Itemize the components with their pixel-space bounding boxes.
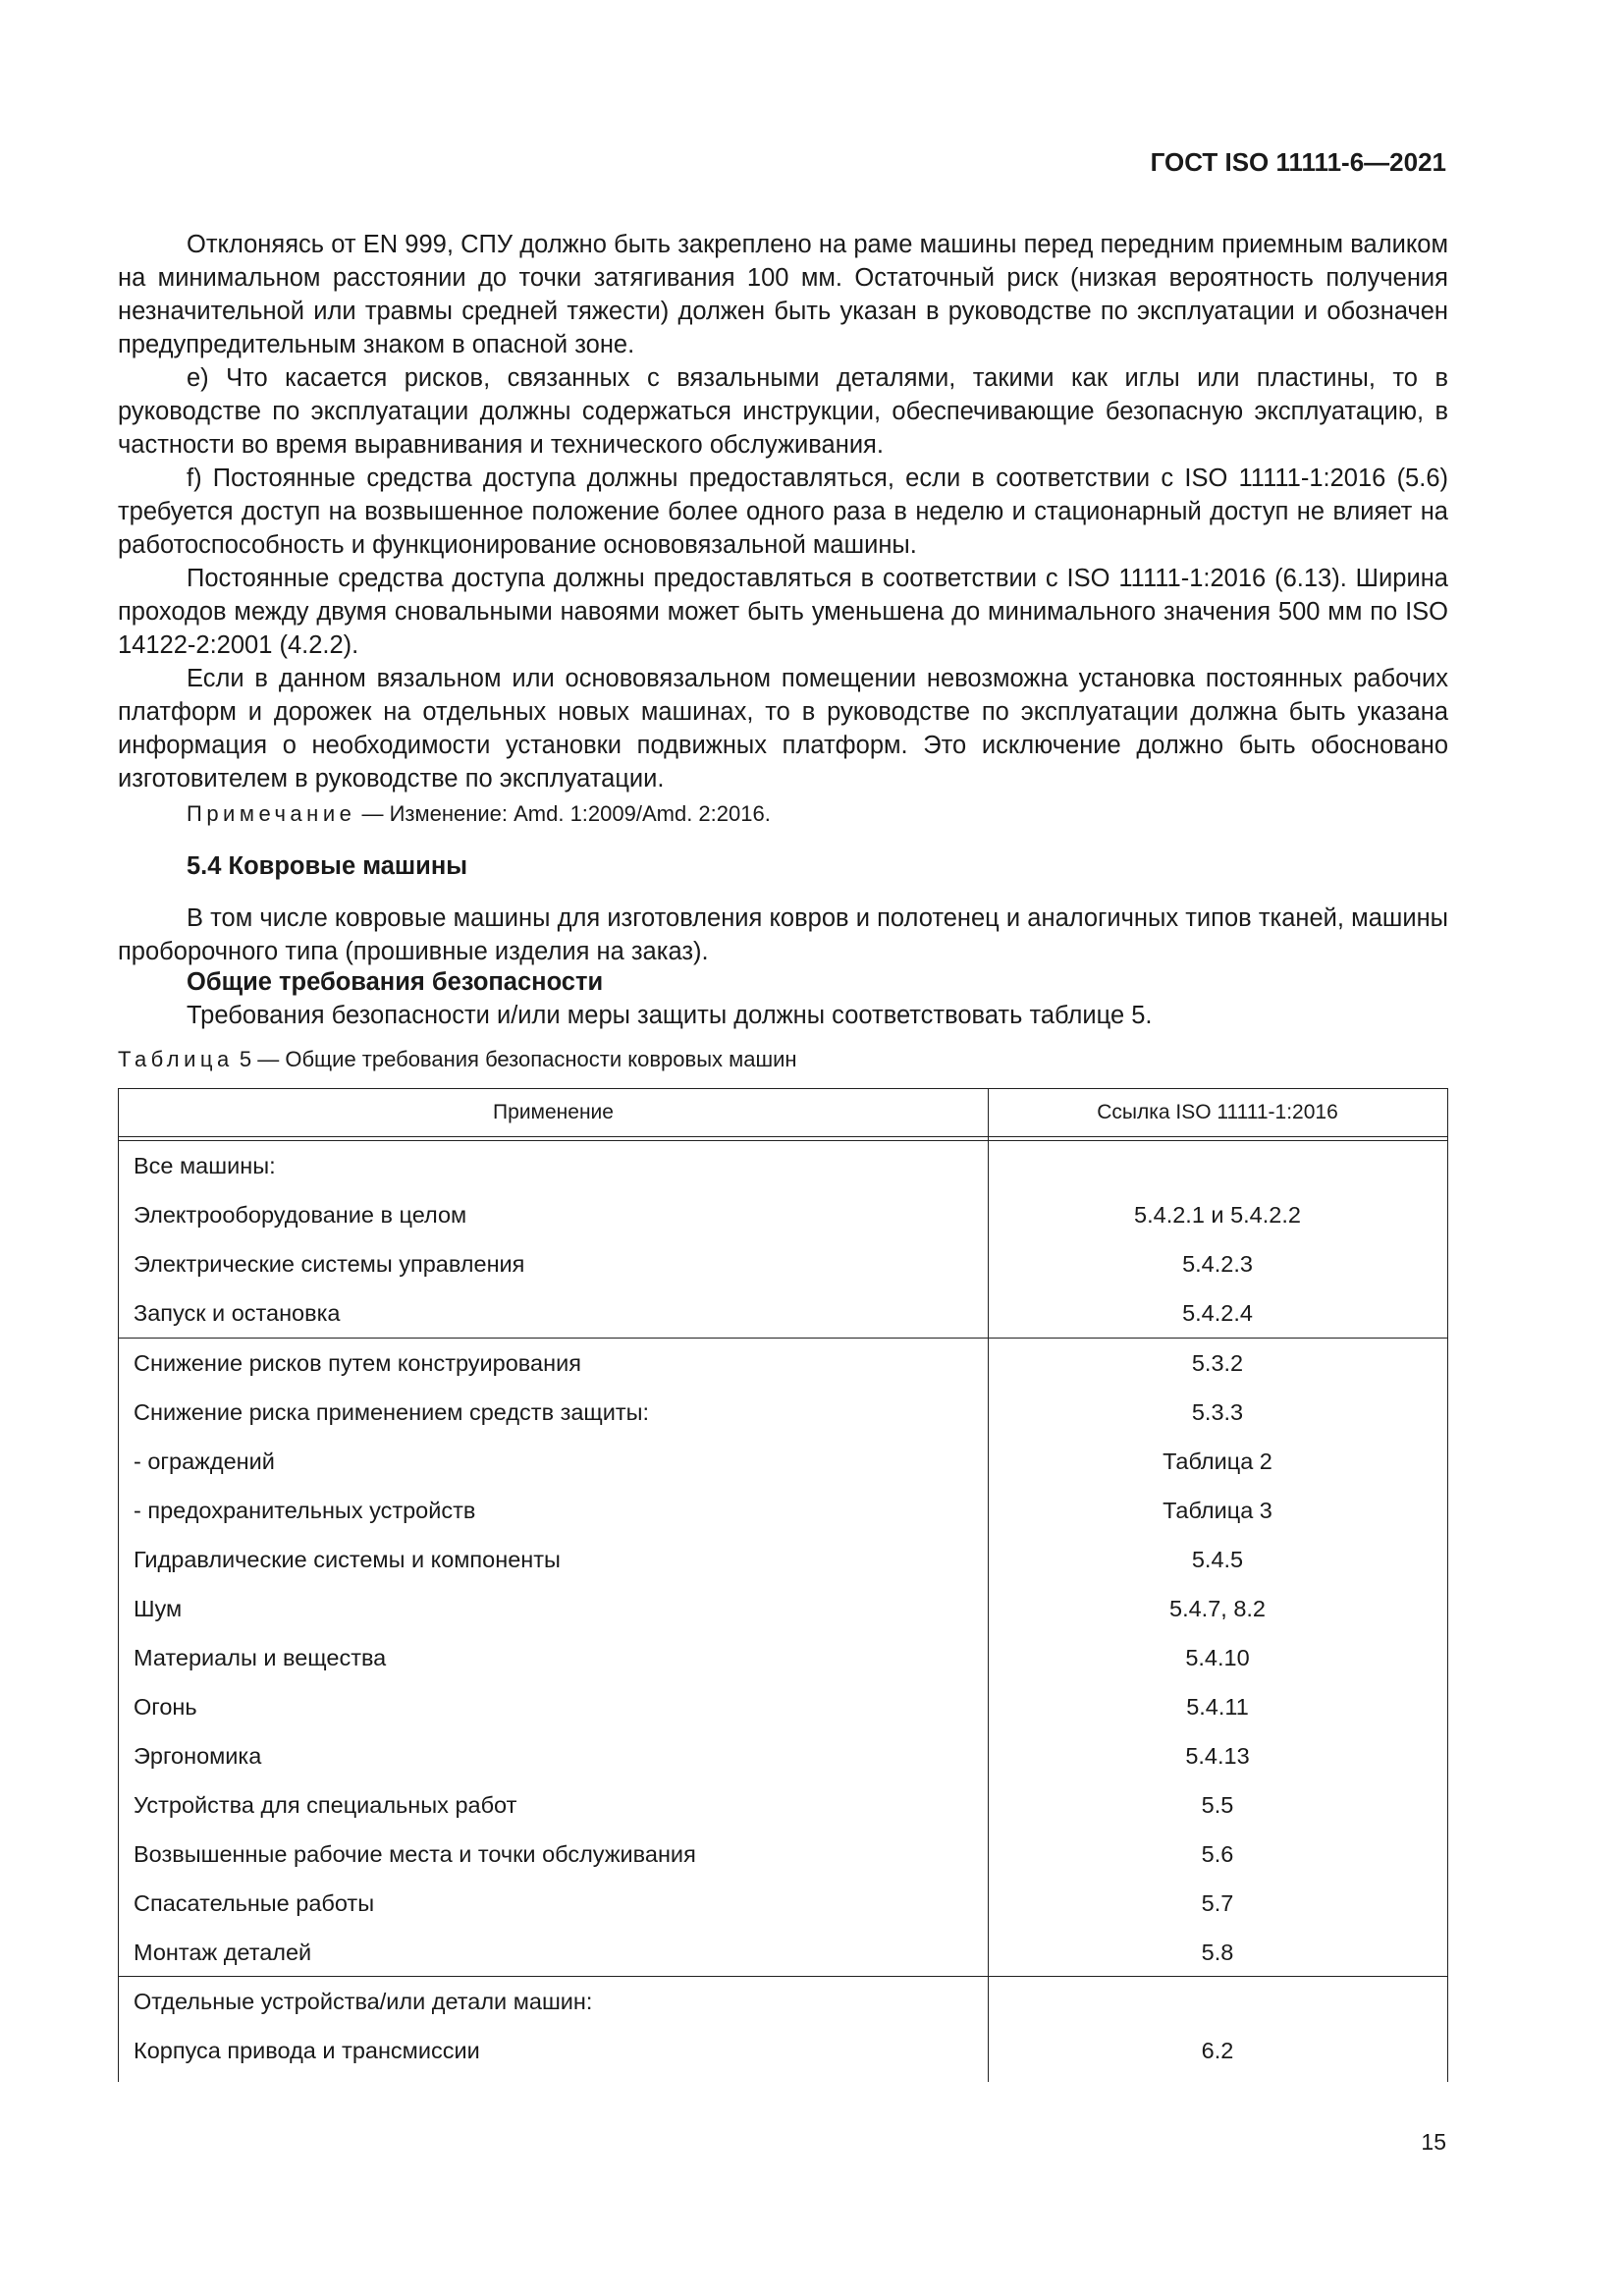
table-row: Гидравлические системы и компоненты 5.4.5 <box>134 1547 1244 1572</box>
note-text: — Изменение: Amd. 1:2009/Amd. 2:2016. <box>355 801 771 826</box>
note-label: Примечание <box>187 801 356 826</box>
section-text <box>118 902 1448 968</box>
table-row: Отдельные устройства/или детали машин: <box>134 1989 593 2014</box>
paragraph: Отклоняясь от EN 999, СПУ должно быть закреплено на раме машины перед передним приемным валиком на минимальном расстоянии до точки затягивания 100 мм. Остаточный риск (низкая вероятность получения незначительной или травмы средней тяжести) должен быть указан в руководстве по эксплуатации и обозначен предупредительным знаком в опасной зоне. <box>118 231 1448 358</box>
header-application: Применение <box>493 1101 614 1123</box>
requirement-text: Требования безопасности и/или меры защиты должны соответствовать таблице 5. <box>187 1002 1153 1029</box>
table-row: Электрические системы управления 5.4.2.3 <box>134 1251 1253 1277</box>
table-row: Шум 5.4.7, 8.2 <box>134 1596 1266 1621</box>
paragraph: Если в данном вязальном или основовязальном помещении невозможна установка постоянных рабочих платформ и дорожек на отдельных новых машинах, то в руководстве по эксплуатации должна быть указана информация о необходимости установки подвижных платформ. Это исключение должно быть обосновано изготовителем в руководстве по эксплуатации. <box>118 665 1448 793</box>
body-text <box>118 228 1448 795</box>
paragraph: f) Постоянные средства доступа должны предоставляться, если в соответствии с ISO 11111-1:2016 (5.6) требуется доступ на возвышенное положение более одного раза в неделю и стационарный доступ не влияет на работоспособность и функционирование основовязальной машины. <box>118 465 1448 559</box>
subheading: Общие требования безопасности <box>187 968 604 996</box>
page-number: 15 <box>1421 2129 1446 2155</box>
table-row: Все машины: <box>134 1153 276 1178</box>
table-row: Запуск и остановка 5.4.2.4 <box>134 1300 1253 1326</box>
section-heading: 5.4 Ковровые машины <box>187 852 468 880</box>
table-header <box>119 1089 1447 1136</box>
header-reference: Ссылка ISO 11111-1:2016 <box>1097 1101 1338 1123</box>
requirements-table <box>118 1088 1448 2082</box>
note <box>187 801 771 827</box>
table-row: - предохранительных устройств Таблица 3 <box>134 1498 1272 1523</box>
section-paragraph: В том числе ковровые машины для изготовления ковров и полотенец и аналогичных типов тканей, машины проборочного типа (прошивные изделия на заказ). <box>118 904 1448 965</box>
table-row: Возвышенные рабочие места и точки обслуживания 5.6 <box>134 1841 1234 1867</box>
table-row: Огонь 5.4.11 <box>134 1694 1249 1720</box>
table-caption <box>118 1047 797 1072</box>
table-row: - ограждений Таблица 2 <box>134 1449 1272 1474</box>
table-group-devices <box>119 1976 1447 2075</box>
table-row: Эргономика 5.4.13 <box>134 1743 1250 1769</box>
table-row: Снижение риска применением средств защиты: 5.3.3 <box>134 1399 1244 1425</box>
table-row: Спасательные работы 5.7 <box>134 1890 1234 1916</box>
standard-code: ГОСТ ISO 11111-6—2021 <box>1150 147 1446 177</box>
table-caption-text: 5 — Общие требования безопасности ковровых машин <box>233 1047 797 1071</box>
table-row: Снижение рисков путем конструирования 5.3.2 <box>134 1350 1244 1376</box>
table-group-risks <box>119 1338 1447 1977</box>
paragraph: е) Что касается рисков, связанных с вязальными деталями, такими как иглы или пластины, то в руководстве по эксплуатации должны содержаться инструкции, обеспечивающие безопасную эксплуатацию, в частности во время выравнивания и технического обслуживания. <box>118 364 1448 459</box>
table-group-general <box>119 1141 1447 1338</box>
table-row: Электрооборудование в целом 5.4.2.1 и 5.4.2.2 <box>134 1202 1301 1228</box>
table-row: Корпуса привода и трансмиссии 6.2 <box>134 2038 1234 2063</box>
table-row: Устройства для специальных работ 5.5 <box>134 1792 1234 1818</box>
table-row: Монтаж деталей 5.8 <box>134 1940 1234 1965</box>
paragraph: Постоянные средства доступа должны предоставляться в соответствии с ISO 11111-1:2016 (6.13). Ширина проходов между двумя сновальными навоями может быть уменьшена до минимального значения 500 мм по ISO 14122-2:2001 (4.2.2). <box>118 565 1448 659</box>
table-caption-label: Таблица <box>118 1047 234 1071</box>
table-row: Материалы и вещества 5.4.10 <box>134 1645 1250 1670</box>
